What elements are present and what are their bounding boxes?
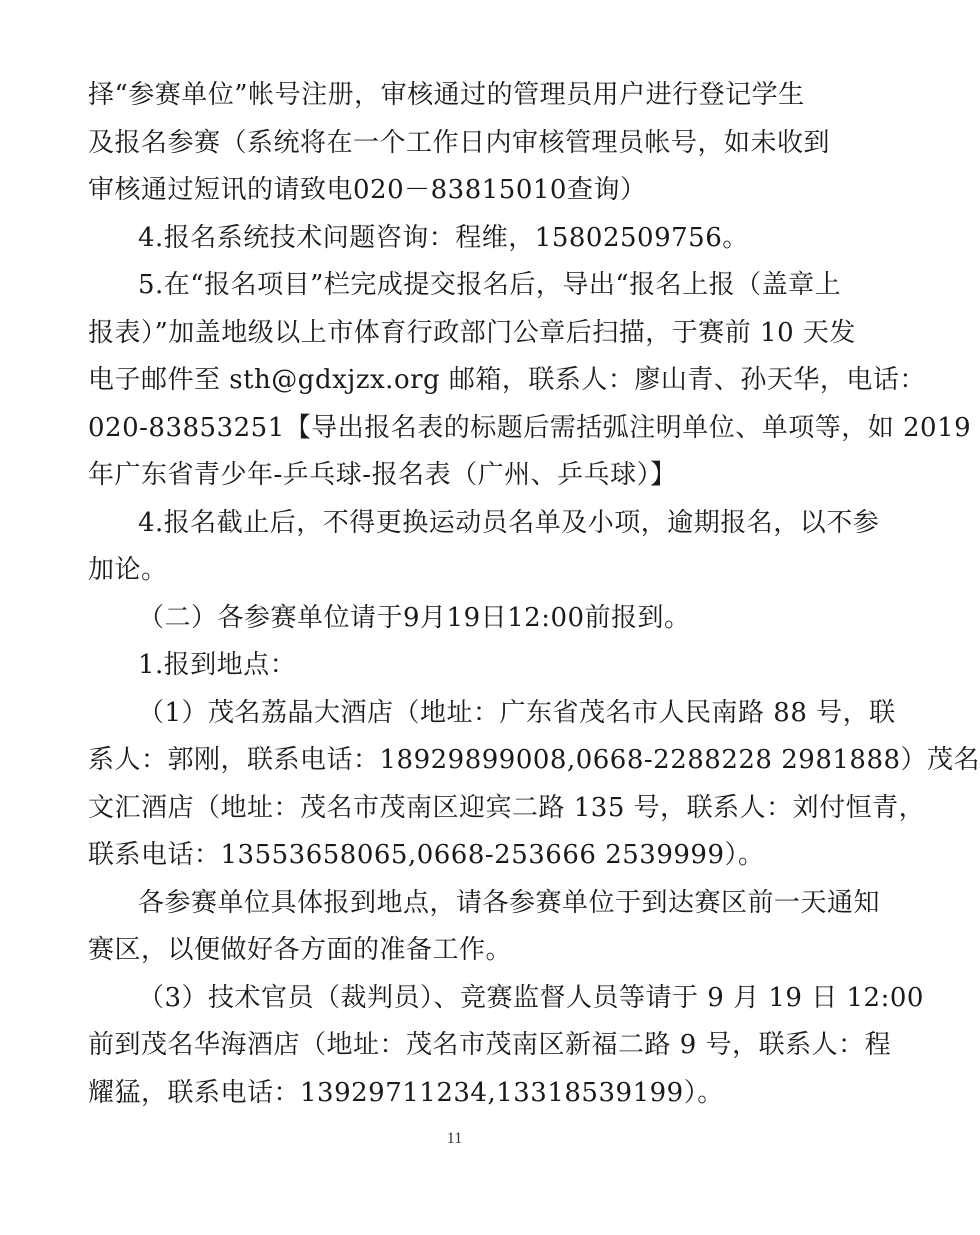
- text-line: 文汇酒店（地址：茂名市茂南区迎宾二路 135 号，联系人：刘付恒青，: [88, 792, 926, 823]
- text-line: 耀猛，联系电话：13929711234,13318539199）。: [88, 1077, 724, 1108]
- text-line: 各参赛单位具体报到地点，请各参赛单位于到达赛区前一天通知: [138, 887, 881, 918]
- text-line: 及报名参赛（系统将在一个工作日内审核管理员帐号，如未收到: [88, 127, 831, 158]
- text-line: 系人：郭刚，联系电话：18929899008,0668-2288228 2981888）茂名: [88, 745, 980, 775]
- page-number: 11: [446, 1130, 463, 1147]
- text-line: 020-83853251【导出报名表的标题后需括弧注明单位、单项等，如 2019: [88, 412, 972, 443]
- text-line: 4.报名系统技术问题咨询：程维，15802509756。: [138, 222, 749, 253]
- text-line: 择“参赛单位”帐号注册，审核通过的管理员用户进行登记学生: [88, 80, 805, 110]
- text-line: 1.报到地点：: [138, 650, 297, 680]
- text-line: 5.在“报名项目”栏完成提交报名后，导出“报名上报（盖章上: [138, 270, 842, 300]
- text-line: （1）茂名荔晶大酒店（地址：广东省茂名市人民南路 88 号，联: [138, 697, 896, 728]
- text-line: 加论。: [88, 555, 168, 585]
- text-line: 报表）”加盖地级以上市体育行政部门公章后扫描，于赛前 10 天发: [88, 317, 856, 348]
- text-line: （3）技术官员（裁判员）、竞赛监督人员等请于 9 月 19 日 12:00: [138, 982, 924, 1013]
- text-line: 电子邮件至 sth@gdxjzx.org 邮箱，联系人：廖山青、孙天华，电话：: [88, 365, 926, 395]
- text-line: 前到茂名华海酒店（地址：茂名市茂南区新福二路 9 号，联系人：程: [88, 1030, 892, 1060]
- text-line: 4.报名截止后，不得更换运动员名单及小项，逾期报名，以不参: [138, 507, 880, 538]
- text-line: 赛区，以便做好各方面的准备工作。: [88, 935, 513, 965]
- text-line: 审核通过短讯的请致电020－83815010查询）: [88, 175, 647, 205]
- section-heading: （二）各参赛单位请于9月19日12:00前报到。: [138, 602, 691, 633]
- text-line: 年广东省青少年-乒乓球-报名表（广州、乒乓球）】: [88, 460, 677, 490]
- text-line: 联系电话：13553658065,0668-253666 2539999）。: [88, 840, 765, 870]
